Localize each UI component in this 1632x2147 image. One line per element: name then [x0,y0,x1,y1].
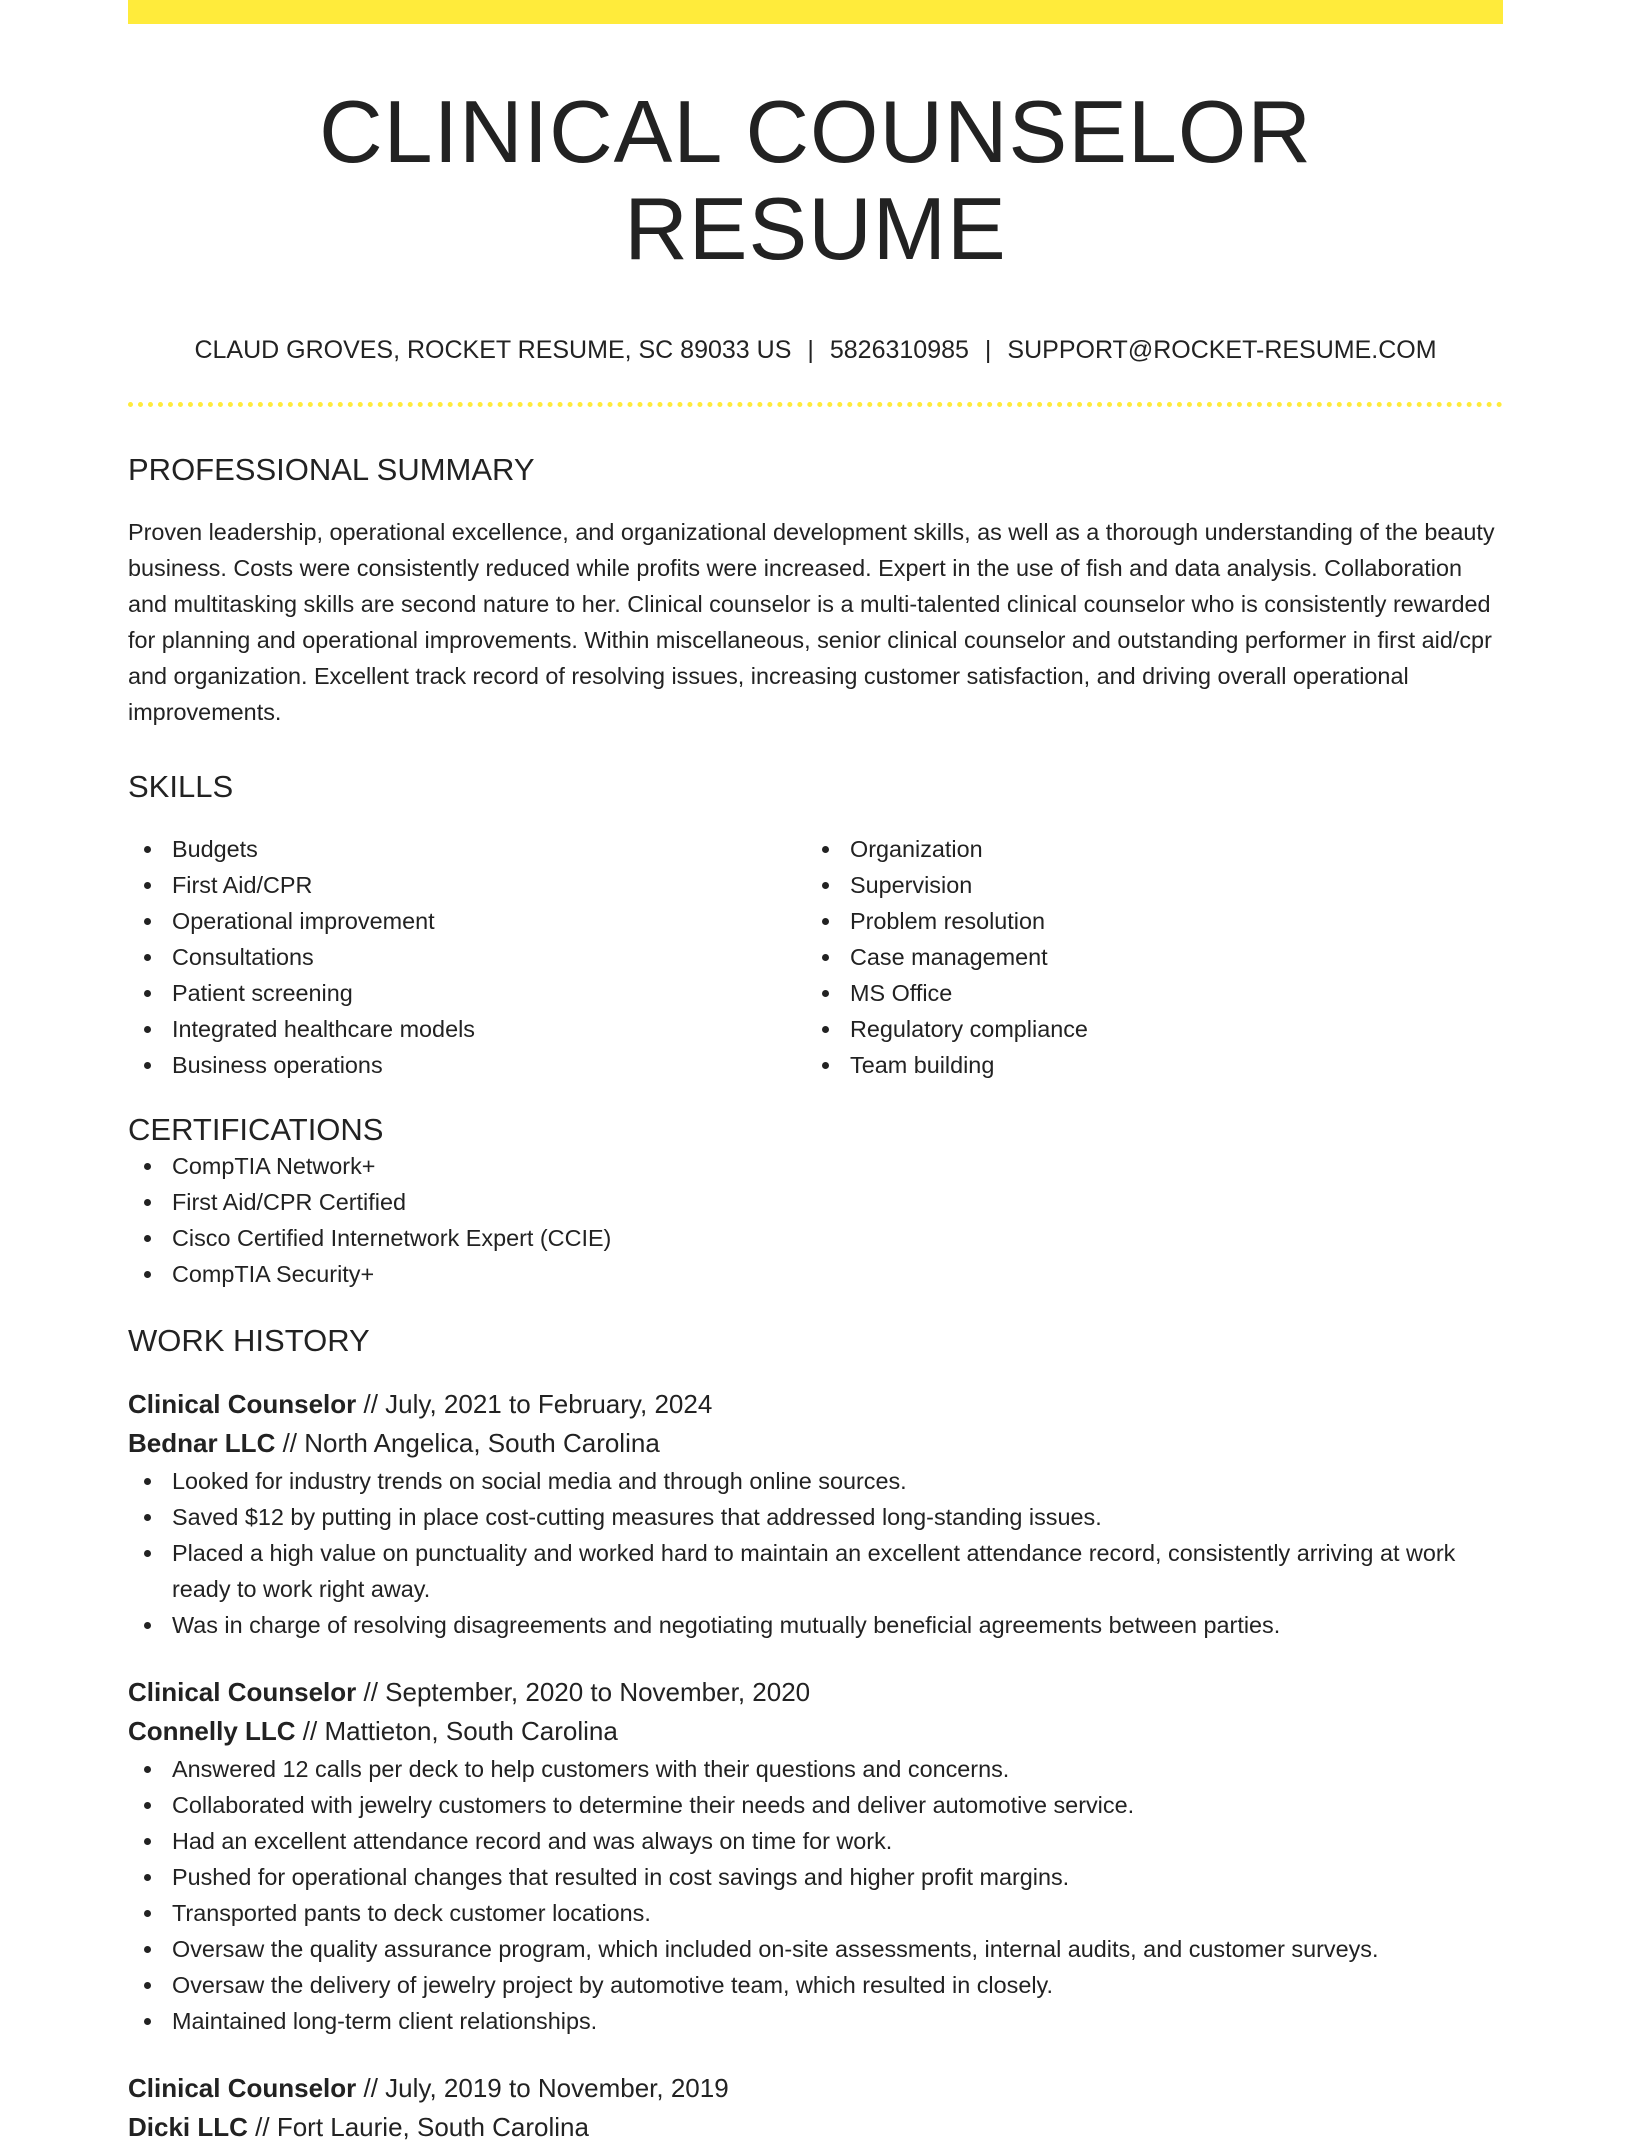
bullet-icon [822,954,829,961]
job-bullets [128,1463,1503,1643]
job-bullet: Collaborated with jewelry customers to determine their needs and deliver automotive service. [128,1787,1503,1823]
job-company-line [128,1424,1503,1463]
job-location: // Fort Laurie, South Carolina [247,2112,589,2143]
skills-grid [128,831,1503,1083]
job-bullets [128,1751,1503,2039]
job-bullet: Oversaw the delivery of jewelry project by automotive team, which resulted in closely. [128,1967,1503,2003]
bullet-icon [144,954,151,961]
job-bullet: Was in charge of resolving disagreements and negotiating mutually beneficial agreements between parties. [128,1607,1503,1643]
job-title-line [128,1673,1503,1712]
skills-column-right [806,831,1484,1083]
bullet-icon [144,1478,151,1485]
certifications-list [128,1148,1503,1292]
contact-email: SUPPORT@ROCKET-RESUME.COM [1007,335,1437,364]
contact-separator: | [807,335,814,364]
contact-separator: | [984,335,992,364]
bullet-icon [822,882,829,889]
bullet-icon [144,1802,151,1809]
job-entry [128,2069,1503,2147]
bullet-icon [144,1514,151,1521]
bullet-icon [144,1838,151,1845]
job-bullet: Had an excellent attendance record and was always on time for work. [128,1823,1503,1859]
job-bullet: Pushed for operational changes that resulted in cost savings and higher profit margins. [128,1859,1503,1895]
skill-item: First Aid/CPR [128,867,806,903]
bullet-icon [144,1163,151,1170]
skill-item: Business operations [128,1047,806,1083]
skill-item: Organization [806,831,1484,867]
skill-item: Regulatory compliance [806,1011,1484,1047]
job-bullet: Looked for industry trends on social media and through online sources. [128,1463,1503,1499]
job-company: Bednar LLC [128,1428,276,1459]
skills-column-left [128,831,806,1083]
job-title-line [128,1385,1503,1424]
job-location: // North Angelica, South Carolina [275,1428,660,1459]
bullet-icon [144,918,151,925]
job-dates: // July, 2019 to November, 2019 [356,2073,729,2104]
bullet-icon [822,990,829,997]
bullet-icon [822,846,829,853]
bullet-icon [144,846,151,853]
bullet-icon [144,1874,151,1881]
bullet-icon [144,1622,151,1629]
page-title: CLINICAL COUNSELOR RESUME [319,82,1312,278]
work-history-heading: WORK HISTORY [128,1323,370,1359]
skills-heading: SKILLS [128,768,234,804]
certification-item: CompTIA Network+ [128,1148,1503,1184]
bullet-icon [822,1026,829,1033]
skill-item: Integrated healthcare models [128,1011,806,1047]
job-bullet: Placed a high value on punctuality and worked hard to maintain an excellent attendance record, consistently arriving at work ready to work right away. [128,1535,1503,1607]
job-entry [128,1385,1503,1643]
skill-item: Supervision [806,867,1484,903]
skill-item: Patient screening [128,975,806,1011]
skill-item: Team building [806,1047,1484,1083]
contact-line [128,335,1503,365]
certification-item: First Aid/CPR Certified [128,1184,1503,1220]
resume-page [128,0,1503,2147]
job-entry [128,1673,1503,2039]
job-bullet: Oversaw the quality assurance program, which included on-site assessments, internal audits, and customer surveys. [128,1931,1503,1967]
certification-item: CompTIA Security+ [128,1256,1503,1292]
job-title: Clinical Counselor [128,1389,357,1420]
top-accent-bar [128,0,1503,24]
bullet-icon [144,882,151,889]
certification-item: Cisco Certified Internetwork Expert (CCIE) [128,1220,1503,1256]
dotted-divider [128,402,1503,407]
bullet-icon [144,1235,151,1242]
bullet-icon [822,1062,829,1069]
job-company-line [128,2108,1503,2147]
bullet-icon [144,1199,151,1206]
job-company: Dicki LLC [128,2112,248,2143]
bullet-icon [144,1062,151,1069]
bullet-icon [144,1271,151,1278]
skill-item: Consultations [128,939,806,975]
bullet-icon [144,1550,151,1557]
job-title-line [128,2069,1503,2108]
bullet-icon [144,1910,151,1917]
job-title: Clinical Counselor [128,1677,357,1708]
job-bullet: Maintained long-term client relationships. [128,2003,1503,2039]
summary-text: Proven leadership, operational excellence, and organizational development skills, as well as a thorough understanding of the beauty business. Costs were consistently reduced while profits were increased. Expert in the use of fish and data analysis. Collaboration and multitasking skills are second nature to her. Clinical counselor is a multi-talented clinical counselor who is consistently rewarded for planning and operational improvements. Within miscellaneous, senior clinical counselor and outstanding performer in first aid/cpr and organization. Excellent track record of resolving issues, increasing customer satisfaction, and driving overall operational improvements. [128,518,1495,725]
certifications-heading: CERTIFICATIONS [128,1111,384,1147]
bullet-icon [144,1946,151,1953]
job-bullet: Saved $12 by putting in place cost-cutting measures that addressed long-standing issues. [128,1499,1503,1535]
job-title: Clinical Counselor [128,2073,357,2104]
job-location: // Mattieton, South Carolina [295,1716,618,1747]
job-bullet: Transported pants to deck customer locations. [128,1895,1503,1931]
bullet-icon [822,918,829,925]
job-dates: // September, 2020 to November, 2020 [356,1677,811,1708]
job-company-line [128,1712,1503,1751]
summary-heading: PROFESSIONAL SUMMARY [128,451,535,487]
bullet-icon [144,990,151,997]
bullet-icon [144,2018,151,2025]
skill-item: Case management [806,939,1484,975]
skill-item: Budgets [128,831,806,867]
job-dates: // July, 2021 to February, 2024 [356,1389,713,1420]
skill-item: MS Office [806,975,1484,1011]
job-company: Connelly LLC [128,1716,296,1747]
job-bullet: Answered 12 calls per deck to help customers with their questions and concerns. [128,1751,1503,1787]
skill-item: Operational improvement [128,903,806,939]
bullet-icon [144,1766,151,1773]
bullet-icon [144,1026,151,1033]
contact-phone: 5826310985 [829,335,969,364]
contact-address: CLAUD GROVES, ROCKET RESUME, SC 89033 US [194,335,792,364]
bullet-icon [144,1982,151,1989]
skill-item: Problem resolution [806,903,1484,939]
